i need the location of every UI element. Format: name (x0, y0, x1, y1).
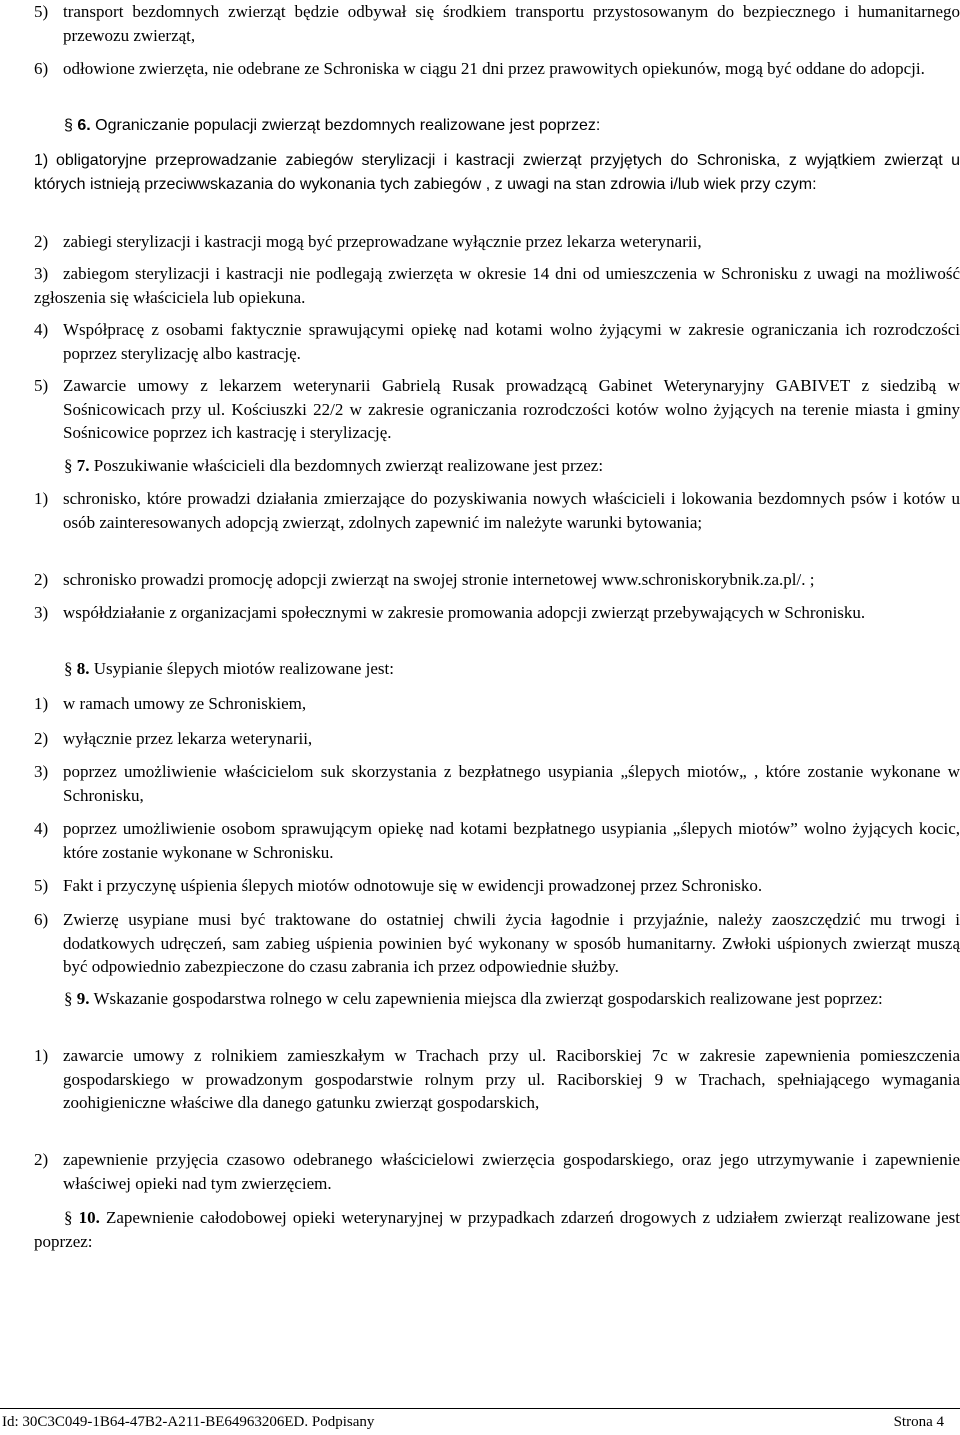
section-heading-10 (34, 1206, 960, 1253)
list-item (34, 1148, 960, 1195)
list-item (34, 601, 960, 625)
item-text: w ramach umowy ze Schroniskiem, (63, 694, 307, 713)
item-text: współdziałanie z organizacjami społecznymi w zakresie promowania adopcji zwierząt przebywających w Schronisku. (63, 603, 866, 622)
section-number: 10. (78, 1208, 100, 1227)
item-number: 6) (34, 59, 49, 78)
section-title: Usypianie ślepych miotów realizowane jest: (93, 659, 394, 678)
item-number: 2) (34, 232, 49, 251)
section-number: 7. (76, 456, 90, 475)
list-item (34, 374, 960, 445)
item-text: poprzez umożliwienie osobom sprawującym opiekę nad kotami bezpłatnego usypiania „ślepych miotów” wolno żyjących kocic, które zostanie wykonane w Schronisku. (63, 819, 960, 862)
section-number: 6. (77, 117, 91, 134)
list-item (34, 692, 960, 716)
section-title: Zapewnienie całodobowej opieki weterynaryjnej w przypadkach zdarzeń drogowych z udziałem zwierząt realizowane jest poprzez: (34, 1208, 960, 1251)
item-text: Fakt i przyczynę uśpienia ślepych miotów odnotowuje się w ewidencji prowadzonej przez Schronisko. (63, 876, 763, 895)
list-item (34, 908, 960, 979)
page-number: Strona 4 (893, 1414, 944, 1430)
paragraph-symbol: § (64, 117, 73, 134)
list-item (34, 318, 960, 365)
list-item (34, 230, 960, 254)
item-text: zawarcie umowy z rolnikiem zamieszkałym w Trachach przy ul. Raciborskiej 7c w zakresie zapewnienia pomieszczenia gospodarskiego w prowadzonym gospodarstwie rolnym przy ul. Raciborskiej 9 w Trachach, spełniającego wymagania zoohigieniczne właściwe dla danego gatunku zwierząt gospodarskich, (63, 1046, 960, 1112)
item-number: 2) (34, 1150, 49, 1169)
item-number: 2) (34, 729, 49, 748)
item-number: 3) (34, 762, 49, 781)
item-text: Współpracę z osobami faktycznie sprawującymi opiekę nad kotami wolno żyjącymi w zakresie ograniczania ich rozrodczości poprzez sterylizację albo kastrację. (63, 320, 960, 363)
list-item (34, 57, 960, 81)
item-number: 4) (34, 320, 49, 339)
item-text: transport bezdomnych zwierząt będzie odbywał się środkiem transportu przystosowanym do bezpiecznego i humanitarnego przewozu zwierząt, (63, 2, 960, 45)
item-number: 1) (34, 152, 49, 169)
item-number: 6) (34, 910, 49, 929)
item-text: obligatoryjne przeprowadzanie zabiegów sterylizacji i kastracji zwierząt przyjętych do Schroniska, z wyjątkiem zwierząt u których istnieją przeciwwskazania do wykonania tych zabiegów , z uwagi na stan zdrowia i/lub wiek przy czym: (34, 152, 960, 193)
item-number: 4) (34, 819, 49, 838)
item-text: zabiegom sterylizacji i kastracji nie podlegają zwierzęta w okresie 14 dni od umieszczenia w Schronisku z uwagi na możliwość zgłoszenia się właściciela lub opiekuna. (34, 264, 960, 307)
item-text: wyłącznie przez lekarza weterynarii, (63, 729, 313, 748)
item-number: 5) (34, 2, 49, 21)
item-text: schronisko prowadzi promocję adopcji zwierząt na swojej stronie internetowej www.schroniskorybnik.za.pl/. ; (63, 570, 815, 589)
item-text: poprzez umożliwienie właścicielom suk skorzystania z bezpłatnego usypiania „ślepych miotów„ , które zostanie wykonane w Schronisku, (63, 762, 960, 805)
list-item (34, 149, 960, 196)
list-item (34, 262, 960, 309)
section-number: 9. (76, 989, 90, 1008)
item-text: Zwierzę usypiane musi być traktowane do ostatniej chwili życia łagodnie i przyjaźnie, należy zaoszczędzić mu trwogi i dodatkowych udręczeń, sam zabieg uśpienia powinien być wykonany w sposób humanitarny. Zwłoki uśpionych zwierząt muszą być odpowiednio zabezpieczone do czasu zabrania ich przez odpowiednie służby. (63, 910, 960, 976)
section-title: Wskazanie gospodarstwa rolnego w celu zapewnienia miejsca dla zwierząt gospodarskich realizowane jest poprzez: (93, 989, 883, 1008)
section-title: Poszukiwanie właścicieli dla bezdomnych zwierząt realizowane jest przez: (93, 456, 604, 475)
page-footer (0, 1408, 960, 1429)
section-title: Ograniczanie populacji zwierząt bezdomnych realizowane jest poprzez: (95, 117, 601, 134)
list-item (34, 874, 960, 898)
item-text: zapewnienie przyjęcia czasowo odebranego właścicielowi zwierzęcia gospodarskiego, oraz jego utrzymywanie i zapewnienie właściwej opieki nad tym zwierzęciem. (63, 1150, 960, 1193)
item-number: 1) (34, 1046, 49, 1065)
item-number: 5) (34, 376, 49, 395)
paragraph-symbol: § (64, 659, 73, 678)
item-number: 3) (34, 603, 49, 622)
list-item (34, 760, 960, 807)
item-number: 1) (34, 489, 49, 508)
item-text: Zawarcie umowy z lekarzem weterynarii Gabrielą Rusak prowadzącą Gabinet Weterynaryjny GABIVET z siedzibą w Sośnicowicach przy ul. Kościuszki 22/2 w zakresie ograniczania rozrodczości kotów wolno żyjących na terenie miasta i gminy Sośnicowice poprzez ich kastrację i sterylizację. (63, 376, 960, 442)
list-item (34, 487, 960, 534)
list-item (34, 1044, 960, 1115)
list-item (34, 0, 960, 47)
section-heading-7 (64, 454, 960, 478)
item-text: zabiegi sterylizacji i kastracji mogą być przeprowadzane wyłącznie przez lekarza weterynarii, (63, 232, 702, 251)
item-number: 5) (34, 876, 49, 895)
paragraph-symbol: § (64, 989, 73, 1008)
paragraph-symbol: § (64, 456, 73, 475)
paragraph-symbol: § (64, 1208, 73, 1227)
section-heading-8 (64, 657, 960, 681)
list-item (34, 817, 960, 864)
item-number: 3) (34, 264, 49, 283)
section-heading-9 (34, 987, 960, 1011)
item-text: odłowione zwierzęta, nie odebrane ze Schroniska w ciągu 21 dni przez prawowitych opiekunów, mogą być oddane do adopcji. (63, 59, 925, 78)
list-item (34, 727, 960, 751)
section-heading-6 (64, 114, 960, 138)
item-number: 2) (34, 570, 49, 589)
document-id: Id: 30C3C049-1B64-47B2-A211-BE64963206ED. Podpisany (2, 1414, 375, 1430)
item-number: 1) (34, 694, 49, 713)
item-text: schronisko, które prowadzi działania zmierzające do pozyskiwania nowych właścicieli i lokowania bezdomnych psów i kotów u osób zainteresowanych adopcją zwierząt, zdolnych zapewnić im należyte warunki bytowania; (63, 489, 960, 532)
section-number: 8. (76, 659, 90, 678)
list-item (34, 568, 960, 592)
